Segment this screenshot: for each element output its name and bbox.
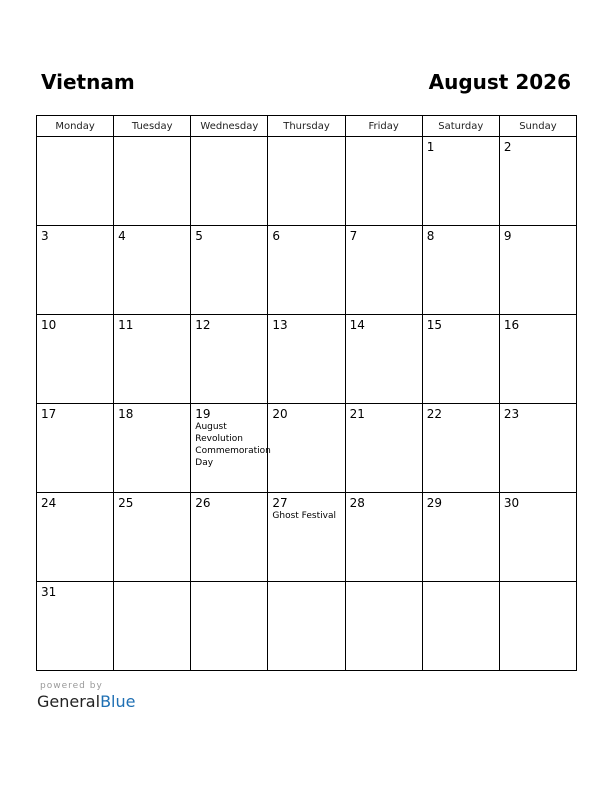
day-number: 23 [503,407,520,421]
day-cell [191,226,268,315]
holiday-label: August Revolution Commemoration Day [195,422,271,468]
day-cell [114,404,191,493]
day-cell [114,137,191,226]
day-cell [268,493,345,582]
day-cell [191,315,268,404]
day-cell [345,226,422,315]
day-number [423,582,499,585]
day-number: 24 [41,496,57,510]
weekday-header: Monday [37,116,114,137]
day-number: 31 [41,585,57,599]
day-cell [499,226,576,315]
day-cell [499,137,576,226]
day-number: 21 [349,407,365,421]
day-number: 2 [503,140,512,154]
day-cell [345,315,422,404]
day-cell [268,404,345,493]
day-number: 20 [272,407,288,421]
day-number: 1 [426,140,435,154]
day-number: 14 [349,318,365,332]
day-number [346,137,422,140]
day-cell [268,226,345,315]
day-number: 27 [272,496,288,510]
day-number [268,582,344,585]
day-cell [499,404,576,493]
day-cell [191,137,268,226]
day-cell [422,404,499,493]
holiday-label: Ghost Festival [272,511,336,521]
day-cell [37,493,114,582]
day-cell [422,315,499,404]
brand-blue-text: Blue [100,692,136,711]
day-number [268,137,344,140]
day-number [114,137,190,140]
day-cell [191,493,268,582]
weekday-header: Tuesday [114,116,191,137]
day-number: 4 [118,229,126,243]
day-number: 26 [195,496,211,510]
calendar-body [37,137,577,671]
day-cell [345,404,422,493]
day-cell [422,493,499,582]
week-row [37,582,577,671]
day-cell [114,582,191,671]
day-number: 25 [118,496,134,510]
day-cell [422,582,499,671]
day-number: 15 [426,318,442,332]
day-cell [268,582,345,671]
day-cell [268,137,345,226]
day-number: 7 [349,229,358,243]
day-number: 10 [41,318,57,332]
day-number: 11 [118,318,134,332]
day-cell [268,315,345,404]
day-number: 22 [426,407,442,421]
week-row [37,137,577,226]
day-number: 9 [503,229,512,243]
week-row [37,493,577,582]
day-cell [422,137,499,226]
day-number [114,582,190,585]
day-cell [114,315,191,404]
day-cell [37,315,114,404]
weekday-header: Sunday [499,116,576,137]
day-cell [345,582,422,671]
day-number: 17 [41,407,57,421]
week-row [37,404,577,493]
day-cell [37,226,114,315]
day-number: 30 [503,496,520,510]
day-cell [499,493,576,582]
day-cell [114,493,191,582]
weekday-header-row [37,116,577,137]
day-cell [191,404,271,493]
day-cell [114,226,191,315]
day-number: 5 [195,229,203,243]
day-cell [422,226,499,315]
week-row [37,315,577,404]
day-number: 19 [195,407,211,421]
day-number: 8 [426,229,435,243]
day-cell [345,137,422,226]
day-cell [37,137,114,226]
day-number [37,137,113,140]
day-cell [499,582,576,671]
day-number: 12 [195,318,211,332]
weekday-header: Friday [345,116,422,137]
brand-general-text: General [37,692,101,711]
day-cell [345,493,422,582]
weekday-header: Wednesday [191,116,268,137]
calendar-grid [36,115,577,671]
day-number: 6 [272,229,281,243]
day-number [500,582,576,585]
day-cell [37,582,114,671]
day-cell [37,404,114,493]
day-number: 13 [272,318,288,332]
week-row [37,226,577,315]
day-number: 18 [118,407,134,421]
brand-logo [37,692,135,711]
day-number: 16 [503,318,520,332]
day-number [191,137,267,140]
day-number: 28 [349,496,365,510]
day-number [191,582,267,585]
day-number: 29 [426,496,442,510]
footer [37,681,135,711]
day-cell [499,315,576,404]
powered-by-text: powered by [40,681,103,691]
day-number: 3 [41,229,49,243]
month-title: August 2026 [428,70,571,94]
day-number [346,582,422,585]
weekday-header: Thursday [268,116,345,137]
country-title: Vietnam [41,70,135,94]
weekday-header: Saturday [422,116,499,137]
calendar-header [41,70,571,100]
day-cell [191,582,268,671]
